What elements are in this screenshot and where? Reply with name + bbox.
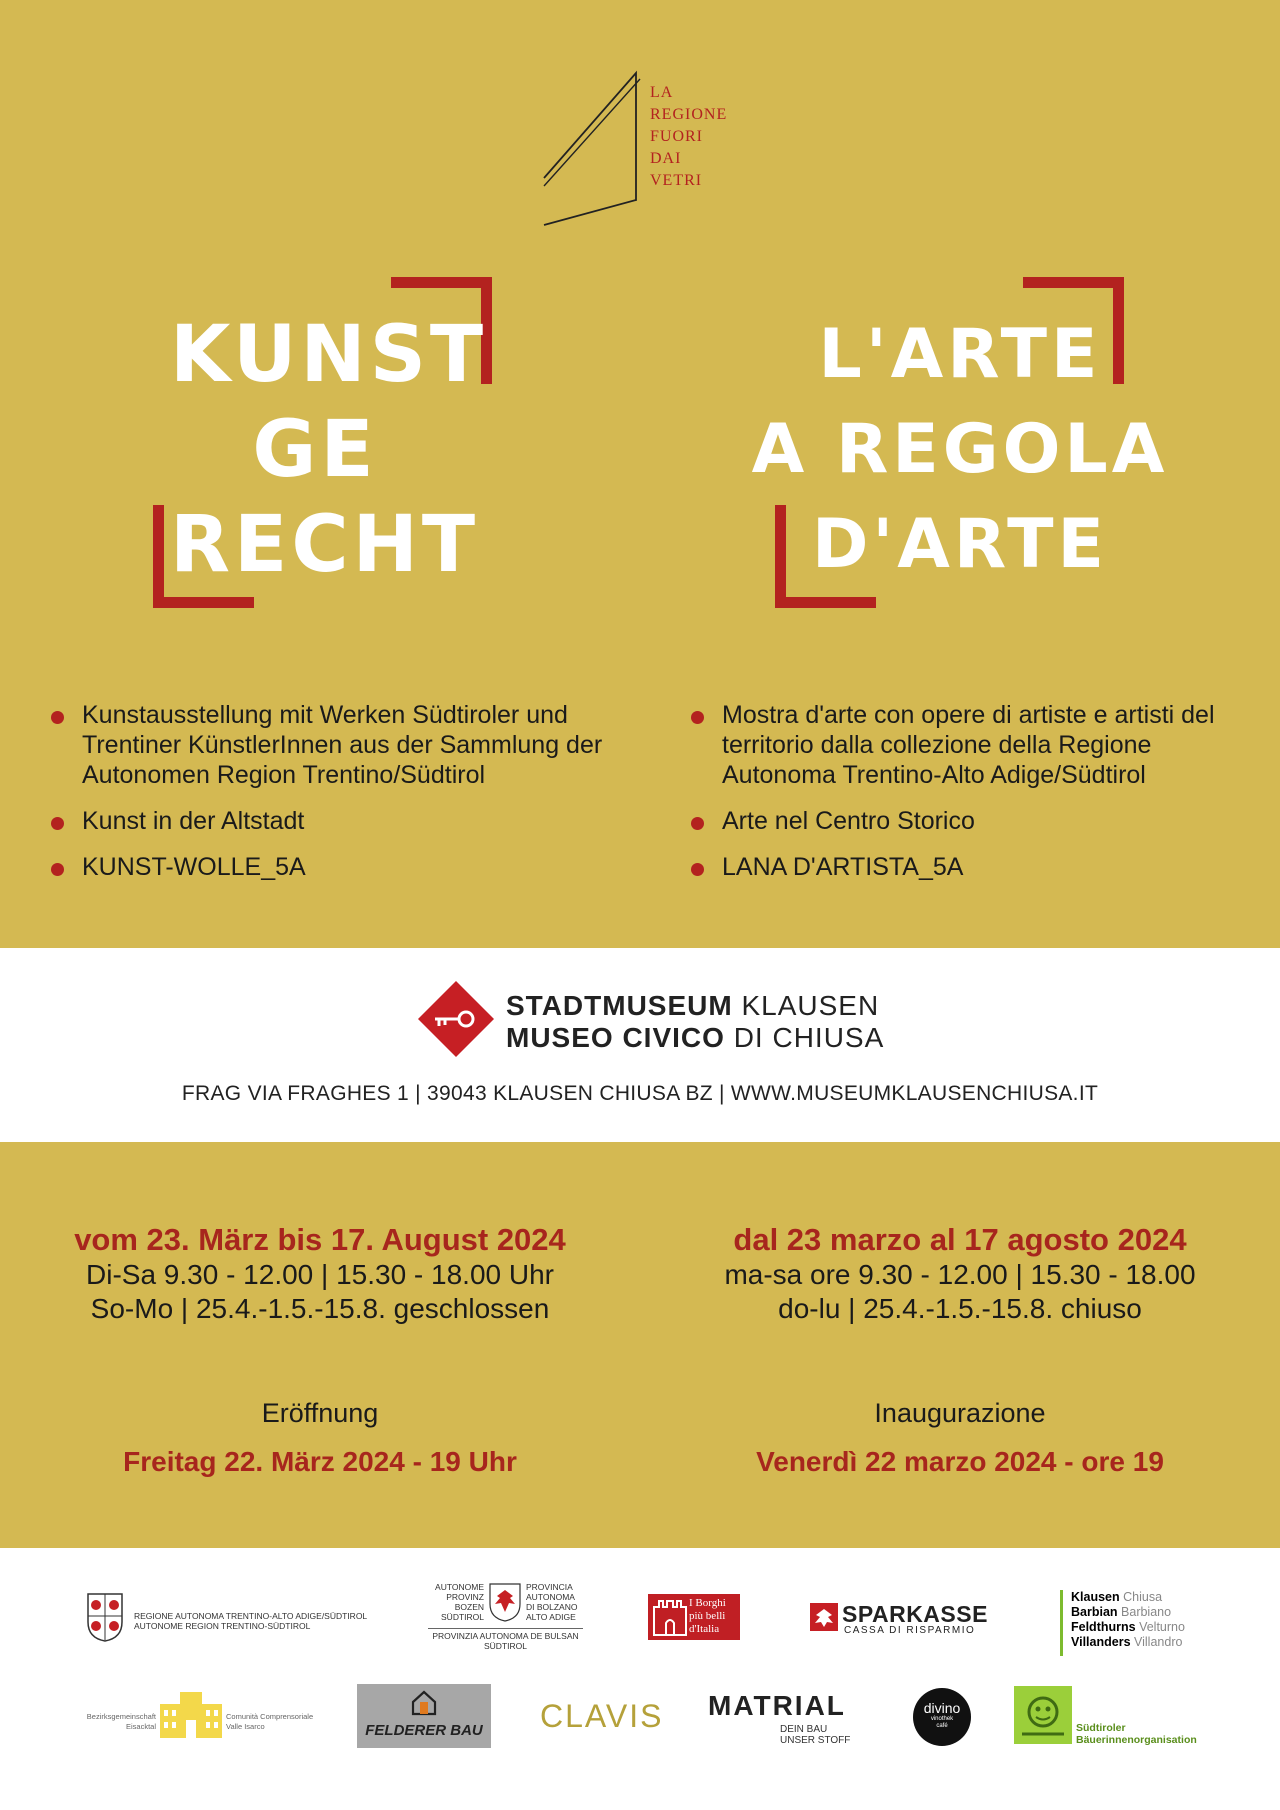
opening-date-de: Freitag 22. März 2024 - 19 Uhr — [123, 1446, 517, 1477]
sparkasse-eagle-icon — [810, 1603, 838, 1631]
borghi-line1: I Borghi — [689, 1597, 726, 1609]
province-eagle-icon — [488, 1582, 522, 1622]
list-item: Arte nel Centro Storico — [688, 806, 1258, 836]
matrial-name: MATRIAL — [708, 1690, 846, 1721]
prov-it-1: PROVINCIA — [526, 1582, 573, 1592]
logo-text-dai: DAI — [650, 150, 682, 167]
prov-it-4: ALTO ADIGE — [526, 1612, 576, 1622]
sparkasse-name: SPARKASSE — [842, 1601, 988, 1627]
town-row: Feldthurns Velturno — [1071, 1620, 1185, 1634]
sponsor-towns — [1060, 1590, 1241, 1656]
matrial-sub1: DEIN BAU — [780, 1724, 828, 1735]
museum-name-de-bold: STADTMUSEUM — [506, 990, 733, 1021]
sbo-line1: Südtiroler — [1076, 1722, 1126, 1734]
opening-label-it: Inaugurazione — [874, 1398, 1046, 1428]
palace-icon — [158, 1690, 224, 1740]
prov-lad-2: SÜDTIROL — [484, 1641, 527, 1651]
museum-band — [0, 948, 1280, 1142]
prov-it-2: AUTONOMA — [526, 1592, 575, 1602]
schedule-it-closed: do-lu | 25.4.-1.5.-15.8. chiuso — [778, 1293, 1142, 1324]
bezirk-de-2: Eisacktal — [125, 1722, 156, 1731]
sponsor-felderer — [357, 1684, 491, 1748]
schedule-de-closed: So-Mo | 25.4.-1.5.-15.8. geschlossen — [90, 1293, 550, 1324]
house-icon — [411, 1690, 437, 1716]
logo-text-vetri: VETRI — [650, 172, 703, 189]
schedule-de — [20, 1222, 620, 1326]
bullets-it — [688, 700, 1258, 898]
opening-label-de: Eröffnung — [261, 1398, 379, 1428]
bezirk-de-1: Bezirksgemeinschaft — [86, 1712, 156, 1721]
list-item: Kunstausstellung mit Werken Südtiroler und Trentiner KünstlerInnen aus der Sammlung der Autonomen Region Trentino/Südtirol — [48, 700, 638, 790]
title-it-line1: L'ARTE — [818, 315, 1102, 394]
prov-de-2: PROVINZ — [446, 1592, 484, 1602]
prov-de-4: SÜDTIROL — [441, 1612, 484, 1622]
logo-text-la: LA — [650, 84, 674, 101]
castle-icon — [652, 1597, 688, 1637]
sponsor-province — [428, 1582, 583, 1654]
museum-address: FRAG VIA FRAGHES 1 | 39043 KLAUSEN CHIUSA BZ | WWW.MUSEUMKLAUSENCHIUSA.IT — [181, 1082, 1099, 1105]
title-de-line2: GE — [252, 405, 378, 495]
matrial-sub2: UNSER STOFF — [780, 1735, 851, 1746]
prov-de-3: BOZEN — [454, 1602, 484, 1612]
museum-name-it-light: DI CHIUSA — [733, 1022, 885, 1053]
sparkasse-subname: CASSA DI RISPARMIO — [844, 1625, 976, 1636]
roof-line-icon — [540, 70, 650, 230]
felderer-name: FELDERER BAU — [365, 1722, 483, 1739]
list-item: KUNST-WOLLE_5A — [48, 852, 638, 882]
list-item: Kunst in der Altstadt — [48, 806, 638, 836]
museum-name-it-bold: MUSEO CIVICO — [506, 1022, 725, 1053]
prov-it-3: DI BOLZANO — [526, 1602, 578, 1612]
divino-line3: café — [936, 1723, 948, 1729]
list-item: Mostra d'arte con opere di artiste e artisti del territorio dalla collezione della Regione Autonoma Trentino-Alto Adige/Südtirol — [688, 700, 1258, 790]
schedule-it-dates: dal 23 marzo al 17 agosto 2024 — [733, 1222, 1187, 1257]
title-de — [150, 275, 500, 605]
prov-de-1: AUTONOME — [435, 1582, 484, 1592]
town-row: Barbian Barbiano — [1071, 1605, 1172, 1619]
logo-text-fuori: FUORI — [650, 128, 704, 145]
sbo-emblem-icon — [1014, 1686, 1072, 1744]
bullets-de — [48, 700, 638, 898]
schedule-de-hours: Di-Sa 9.30 - 12.00 | 15.30 - 18.00 Uhr — [86, 1259, 554, 1290]
sponsor-clavis: CLAVIS — [540, 1698, 664, 1734]
region-name-de: AUTONOME REGION TRENTINO-SÜDTIROL — [134, 1621, 311, 1631]
town-row: Klausen Chiusa — [1071, 1590, 1163, 1604]
bezirk-it-1: Comunità Comprensoriale — [226, 1712, 314, 1721]
region-logo — [540, 70, 750, 230]
museum-name — [506, 990, 884, 1054]
title-it-line2: A REGOLA — [751, 410, 1169, 489]
region-name-it: REGIONE AUTONOMA TRENTINO-ALTO ADIGE/SÜDTIROL — [134, 1611, 368, 1621]
title-it — [740, 275, 1180, 605]
sponsor-region — [86, 1592, 386, 1644]
sponsor-matrial — [708, 1690, 868, 1754]
logo-text-regione: REGIONE — [650, 106, 728, 123]
title-de-line3: RECHT — [170, 500, 480, 590]
prov-lad-1: PROVINZIA AUTONOMA DE BULSAN — [432, 1631, 579, 1641]
sponsor-bezirk — [86, 1690, 316, 1746]
sbo-line2: Bäuerinnenorganisation — [1076, 1734, 1197, 1746]
schedule-it-hours: ma-sa ore 9.30 - 12.00 | 15.30 - 18.00 — [724, 1259, 1196, 1290]
region-coat-of-arms-icon — [86, 1592, 124, 1642]
title-de-line1: KUNST — [170, 310, 488, 400]
schedule-it — [660, 1222, 1260, 1326]
list-item: LANA D'ARTISTA_5A — [688, 852, 1258, 882]
sponsor-baeuerinnen — [1014, 1686, 1214, 1750]
divino-line2: vinothek — [930, 1716, 954, 1722]
borghi-line2: più belli — [689, 1610, 726, 1622]
museum-key-icon — [417, 980, 495, 1058]
divino-name: divino — [923, 1700, 961, 1716]
sponsor-sparkasse — [810, 1601, 990, 1635]
schedule-de-dates: vom 23. März bis 17. August 2024 — [74, 1222, 566, 1257]
sponsor-borghi — [648, 1594, 740, 1640]
sponsor-divino — [913, 1688, 971, 1746]
bezirk-it-2: Valle Isarco — [226, 1722, 265, 1731]
borghi-line3: d'Italia — [689, 1623, 720, 1635]
town-row: Villanders Villandro — [1071, 1635, 1183, 1649]
opening-date-it: Venerdì 22 marzo 2024 - ore 19 — [756, 1446, 1164, 1477]
museum-name-de-light: KLAUSEN — [741, 990, 880, 1021]
sponsor-band — [0, 1548, 1280, 1810]
title-it-line3: D'ARTE — [811, 505, 1109, 584]
